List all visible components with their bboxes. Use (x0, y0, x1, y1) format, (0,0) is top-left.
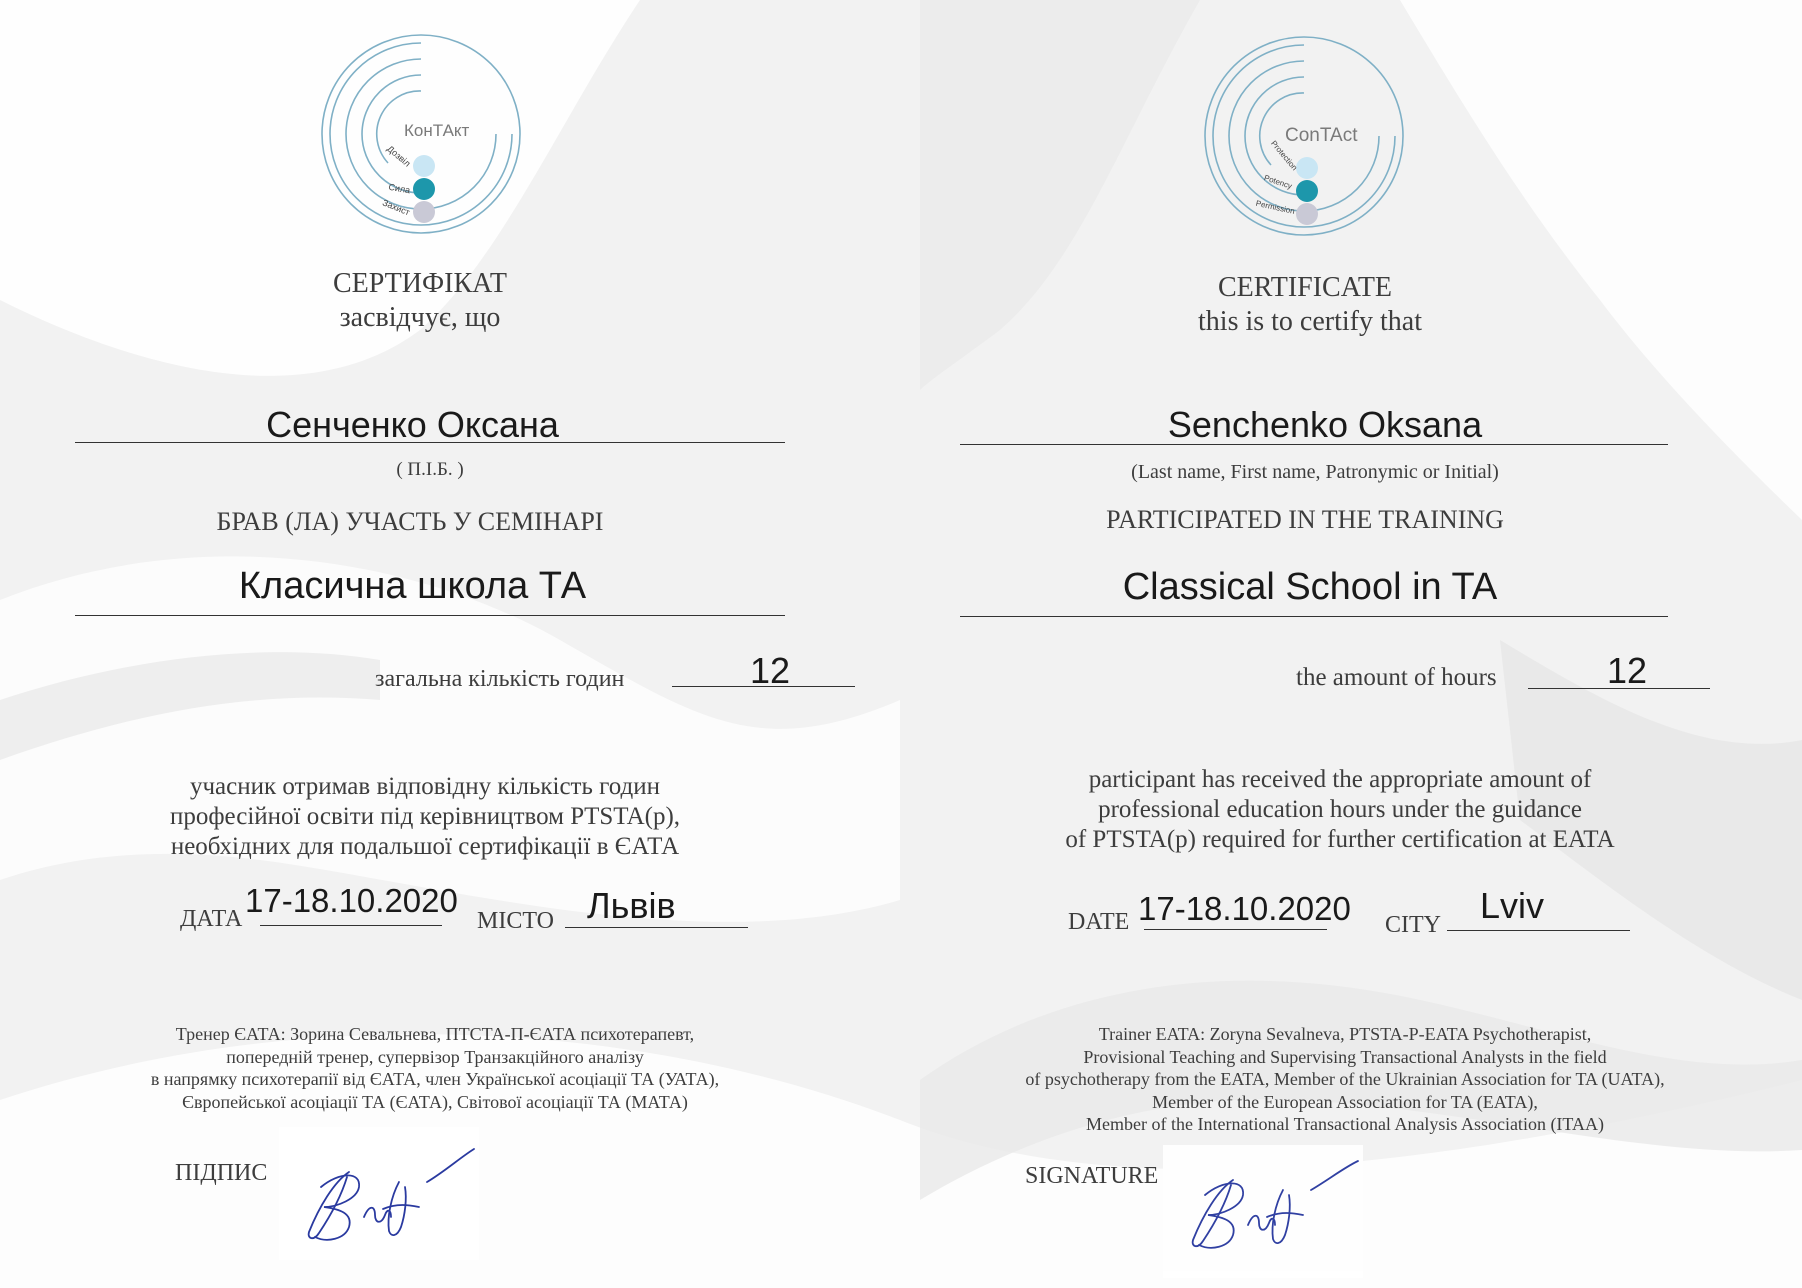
en-trainer-line-4: Member of the European Association for TA (EATA), (1152, 1091, 1538, 1112)
ua-date-label: ДАТА (180, 906, 243, 932)
en-name-line (960, 444, 1668, 445)
ua-name-hint: ( П.І.Б. ) (396, 459, 464, 480)
en-signature-image (1163, 1145, 1363, 1278)
kontakt-logo (318, 31, 524, 237)
ua-title: СЕРТИФІКАТ (332, 268, 507, 299)
logo-word-3: Захист (381, 197, 412, 218)
logo-brand-text: ConTAct (1285, 125, 1358, 146)
en-city-line (1447, 930, 1630, 931)
logo-brand-text: КонТАкт (404, 121, 470, 140)
ua-statement-line-3: необхідних для подальшої сертифікації в ЄАТА (170, 833, 680, 860)
ua-hours-value: 12 (750, 650, 791, 691)
en-city-value: Lviv (1480, 885, 1545, 926)
en-participated-label: PARTICIPATED IN THE TRAINING (1106, 505, 1504, 534)
ua-participated-label: БРАВ (ЛА) УЧАСТЬ У СЕМІНАРІ (216, 507, 604, 536)
ua-signature-image (279, 1127, 479, 1260)
ua-hours-line (672, 686, 855, 687)
en-title: CERTIFICATE (1217, 272, 1393, 303)
dot-top (1296, 157, 1318, 179)
ua-signature-box (279, 1127, 479, 1260)
dot-mid (413, 178, 435, 200)
en-date-value: 17-18.10.2020 (1138, 890, 1351, 927)
ua-city-line (565, 927, 748, 928)
en-hours-line (1528, 688, 1710, 689)
ua-course-line (75, 615, 785, 616)
ua-trainer-line-2: попередній тренер, супервізор Транзакційного аналізу (226, 1046, 644, 1067)
en-signature-box (1163, 1145, 1363, 1278)
logo-word-2: Сила (387, 181, 411, 196)
ua-trainer-line-3: в напрямку психотерапії від ЄАТА, член Української асоціації ТА (УАТА), (150, 1069, 720, 1089)
ua-signature-label: ПІДПИС (175, 1160, 268, 1186)
en-date-label: DATE (1068, 909, 1130, 935)
en-statement-line-1: participant has received the appropriate amount of (1088, 766, 1592, 793)
dot-bottom (1296, 203, 1318, 225)
en-date-line (1144, 929, 1327, 930)
en-trainer-line-5: Member of the International Transactional Analysis Association (ITAA) (1086, 1114, 1604, 1134)
en-trainer-line-3: of psychotherapy from the EATA, Member of the Ukrainian Association for TA (UATA), (1025, 1069, 1665, 1089)
en-trainer-line-1: Trainer EATA: Zoryna Sevalneva, PTSTA-P-EATA Psychotherapist, (1098, 1024, 1592, 1044)
ua-subtitle: засвідчує, що (339, 302, 501, 333)
ua-city-label: МІСТО (477, 908, 555, 934)
logo-word-1: Protection (1269, 138, 1300, 173)
dot-mid (1296, 180, 1318, 202)
ua-date-value: 17-18.10.2020 (245, 882, 458, 919)
ua-trainer-line-1: Тренер ЄАТА: Зорина Севальнева, ПТСТА-П-ЄАТА психотерапевт, (175, 1024, 695, 1044)
en-course-line (960, 616, 1668, 617)
ua-hours-label: загальна кількість годин (375, 666, 625, 692)
en-trainer-info (950, 1023, 1740, 1136)
logo-word-2: Potency (1262, 173, 1294, 191)
ua-statement-line-2: професійної освіти під керівництвом PTSTA(p), (169, 803, 681, 830)
ua-city-value: Львів (587, 885, 676, 926)
ua-statement (100, 772, 750, 862)
en-subtitle: this is to certify that (1198, 306, 1422, 337)
en-course-name: Classical School in TA (1122, 566, 1498, 608)
en-trainer-line-2: Provisional Teaching and Supervising Transactional Analysts in the field (1083, 1046, 1607, 1067)
ua-participant-name: Сенченко Оксана (266, 404, 559, 445)
dot-bottom (413, 201, 435, 223)
en-statement-line-2: professional education hours under the guidance (1098, 796, 1582, 823)
dot-top (413, 155, 435, 177)
ua-trainer-line-4: Європейської асоціації ТА (ЄАТА), Світової асоціації ТА (МАТА) (182, 1091, 688, 1112)
logo-word-1: Дозвіл (385, 143, 413, 169)
en-signature-label: SIGNATURE (1025, 1163, 1159, 1189)
en-name-hint: (Last name, First name, Patronymic or Initial) (1131, 461, 1499, 483)
en-statement (1015, 765, 1665, 855)
en-statement-line-3: of PTSTA(p) required for further certification at EATA (1065, 826, 1615, 853)
ua-date-line (260, 925, 442, 926)
ua-statement-line-1: учасник отримав відповідну кількість годин (189, 773, 661, 800)
en-city-label: CITY (1385, 912, 1441, 938)
en-hours-value: 12 (1607, 650, 1648, 691)
ua-course-name: Класична школа ТА (238, 565, 587, 607)
ua-trainer-info (60, 1023, 810, 1113)
en-participant-name: Senchenko Oksana (1167, 404, 1483, 445)
ua-name-line (75, 442, 785, 443)
logo-word-3: Permission (1254, 198, 1296, 216)
en-hours-label: the amount of hours (1296, 664, 1497, 691)
contact-logo (1201, 33, 1407, 239)
